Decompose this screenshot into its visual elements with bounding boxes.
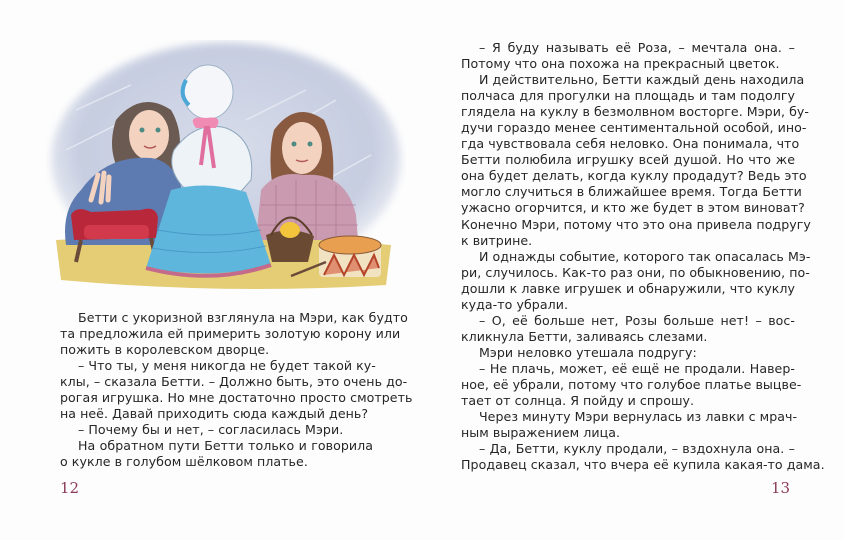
right-page bbox=[422, 0, 844, 540]
text-line: – Да, Бетти, куклу продали, – вздохнула она. – bbox=[479, 441, 795, 457]
text-line: Продавец сказал, что вчера её купила какая-то дама. bbox=[461, 457, 825, 473]
text-line: тает от солнца. Я пойду и спрошу. bbox=[461, 393, 695, 409]
text-line: Через минуту Мэри вернулась из лавки с мрач- bbox=[479, 409, 798, 425]
text-line: на неё. Давай приходить сюда каждый день? bbox=[60, 406, 369, 422]
text-line: о кукле в голубом шёлковом платье. bbox=[60, 454, 308, 470]
text-line: гда чувствовала себя неловко. Она понимала, что bbox=[461, 136, 800, 152]
text-line: та предложила ей примерить золотую корону или bbox=[60, 326, 401, 342]
text-line: дошли к лавке игрушек и обнаружили, что куклу bbox=[461, 280, 795, 296]
text-line: Мэри неловко утешала подругу: bbox=[479, 344, 697, 360]
text-line: куда-то убрали. bbox=[461, 296, 568, 312]
text-line: И действительно, Бетти каждый день находила bbox=[479, 72, 805, 88]
text-line: – О, её больше нет, Розы больше нет! – вос- bbox=[479, 312, 795, 328]
left-page-text bbox=[60, 310, 413, 470]
text-line: полчаса для прогулки на площадь и там подолгу bbox=[461, 88, 795, 104]
text-line: И однажды событие, которого так опасалась Мэ- bbox=[479, 248, 811, 264]
text-line: ри, случилось. Как-то раз они, по обыкновению, по- bbox=[461, 264, 810, 280]
text-line: – Я буду называть её Роза, – мечтала она. – bbox=[479, 40, 795, 55]
text-line: дучи гораздо менее сентиментальной особой, ино- bbox=[461, 120, 807, 136]
text-line: глядела на куклу в безмолвном восторге. Мэри, бу- bbox=[461, 104, 809, 120]
page-number: 12 bbox=[60, 479, 80, 497]
story-illustration bbox=[46, 40, 406, 295]
text-line: ным выражением лица. bbox=[461, 425, 621, 441]
text-line: Бетти полюбила игрушку всей душой. Но что же bbox=[461, 152, 795, 168]
text-line: На обратном пути Бетти только и говорила bbox=[78, 438, 373, 454]
text-line: могло случиться в ближайшее время. Тогда Бетти bbox=[461, 184, 802, 200]
right-page-text bbox=[461, 40, 825, 473]
page-number: 13 bbox=[771, 479, 791, 497]
text-line: рогая игрушка. Но мне достаточно просто смотреть bbox=[60, 390, 413, 406]
text-line: кликнула Бетти, заливаясь слезами. bbox=[461, 328, 708, 344]
text-line: клы, – сказала Бетти. – Должно быть, это очень до- bbox=[60, 374, 408, 390]
text-line: ное, её убрали, потому что голубое платье выцве- bbox=[461, 376, 802, 392]
text-line: – Что ты, у меня никогда не будет такой ку- bbox=[78, 358, 376, 374]
text-line: пожить в королевском дворце. bbox=[60, 342, 270, 358]
text-line: – Не плачь, может, её ещё не продали. Навер- bbox=[479, 360, 795, 376]
text-line: к витрине. bbox=[461, 232, 533, 248]
text-line: – Почему бы и нет, – согласилась Мэри. bbox=[78, 422, 344, 438]
text-line: Потому что она похожа на прекрасный цветок. bbox=[461, 56, 780, 72]
text-line: Бетти с укоризной взглянула на Мэри, как будто bbox=[78, 310, 408, 325]
text-line: ужасно огорчится, и кто же будет в этом виноват? bbox=[461, 200, 805, 216]
text-line: Конечно Мэри, потому что это она привела подругу bbox=[461, 216, 811, 232]
text-line: она будет делать, когда куклу продадут? Ведь это bbox=[461, 168, 807, 184]
